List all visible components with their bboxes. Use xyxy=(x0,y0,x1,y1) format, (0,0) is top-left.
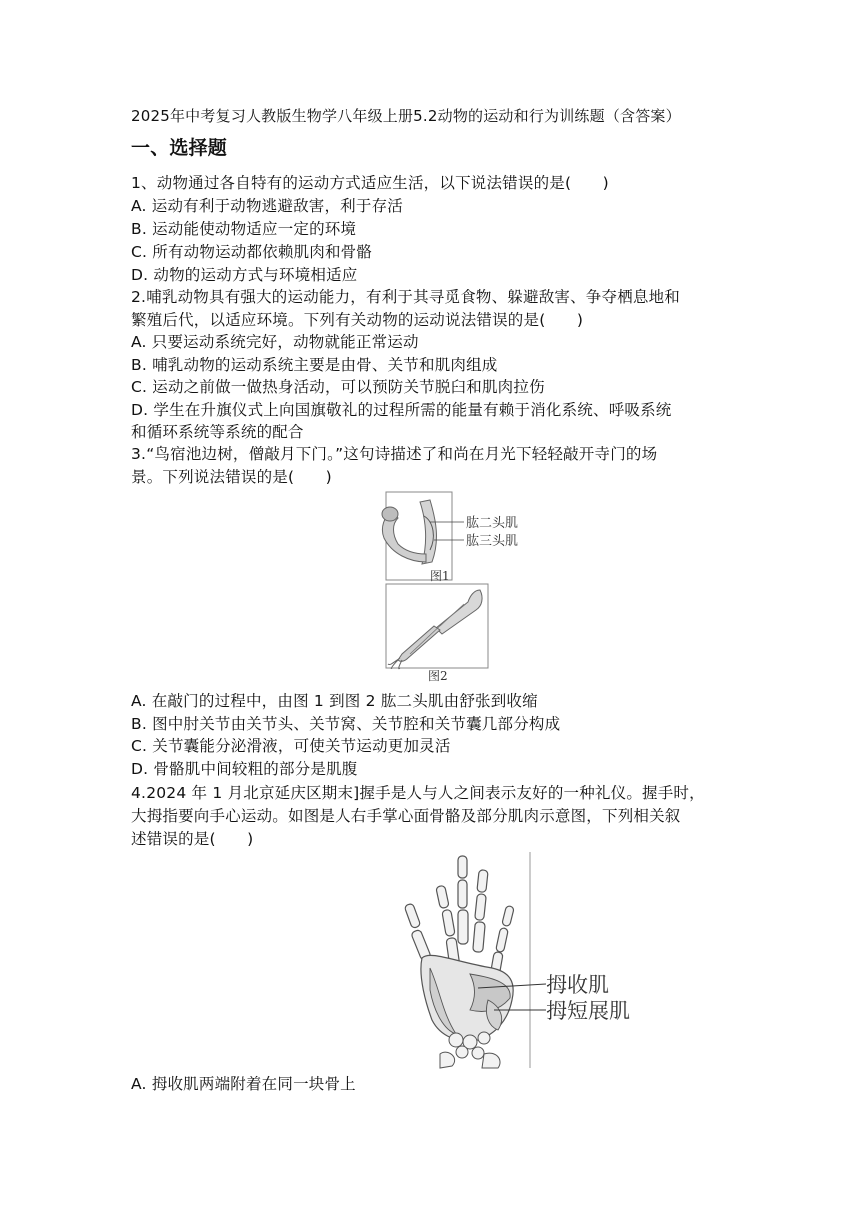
abductor-label: 拇短展肌 xyxy=(546,999,630,1023)
triceps-label: 肱三头肌 xyxy=(466,534,519,549)
figure-1-caption: 图1 xyxy=(430,569,450,582)
question-4-stem-line3: 述错误的是( ) xyxy=(131,830,254,848)
question-4-option-a: A. 拇收肌两端附着在同一块骨上 xyxy=(131,1075,356,1093)
question-2-stem-line2: 繁殖后代，以适应环境。下列有关动物的运动说法错误的是( ) xyxy=(131,311,584,329)
question-2-option-b: B. 哺乳动物的运动系统主要是由骨、关节和肌肉组成 xyxy=(131,356,498,374)
figure-2-caption: 图2 xyxy=(428,669,448,682)
hand-skeleton-figure xyxy=(400,850,650,1072)
document-title: 2025年中考复习人教版生物学八年级上册5.2动物的运动和行为训练题（含答案） xyxy=(131,107,681,125)
question-3-option-b: B. 图中肘关节由关节头、关节窝、关节腔和关节囊几部分构成 xyxy=(131,715,561,733)
question-1-option-b: B. 运动能使动物适应一定的环境 xyxy=(131,220,357,238)
question-3-stem-line2: 景。下列说法错误的是( ) xyxy=(131,468,332,486)
question-2-option-d: D. 学生在升旗仪式上向国旗敬礼的过程所需的能量有赖于消化系统、呼吸系统 xyxy=(131,401,672,419)
biceps-label: 肱二头肌 xyxy=(466,516,519,531)
adductor-label: 拇收肌 xyxy=(546,973,609,997)
question-3-option-d: D. 骨骼肌中间较粗的部分是肌腹 xyxy=(131,760,358,778)
question-3-stem-line1: 3.“鸟宿池边树，僧敲月下门。”这句诗描述了和尚在月光下轻轻敲开寺门的场 xyxy=(131,445,658,463)
question-4-stem-line1: 4.2024 年 1 月北京延庆区期末]握手是人与人之间表示友好的一种礼仪。握手时， xyxy=(131,784,705,802)
question-1-option-a: A. 运动有利于动物逃避敌害，利于存活 xyxy=(131,197,403,215)
question-2-option-a: A. 只要运动系统完好，动物就能正常运动 xyxy=(131,333,419,351)
question-2-option-c: C. 运动之前做一做热身活动，可以预防关节脱臼和肌肉拉伤 xyxy=(131,378,545,396)
arm-extended-figure xyxy=(384,582,490,682)
question-3-option-a: A. 在敲门的过程中，由图 1 到图 2 肱二头肌由舒张到收缩 xyxy=(131,692,538,710)
question-4-stem-line2: 大拇指要向手心运动。如图是人右手掌心面骨骼及部分肌肉示意图，下列相关叙 xyxy=(131,807,681,825)
question-3-option-c: C. 关节囊能分泌滑液，可使关节运动更加灵活 xyxy=(131,737,451,755)
question-1-option-d: D. 动物的运动方式与环境相适应 xyxy=(131,266,358,284)
question-1-option-c: C. 所有动物运动都依赖肌肉和骨骼 xyxy=(131,243,373,261)
question-2-option-d-cont: 和循环系统等系统的配合 xyxy=(131,423,304,441)
section-heading: 一、选择题 xyxy=(131,137,228,159)
question-2-stem-line1: 2.哺乳动物具有强大的运动能力，有利于其寻觅食物、躲避敌害、争夺栖息地和 xyxy=(131,288,680,306)
arm-flexed-figure xyxy=(370,490,530,582)
question-1-stem: 1、动物通过各自特有的运动方式适应生活，以下说法错误的是( ) xyxy=(131,174,609,192)
